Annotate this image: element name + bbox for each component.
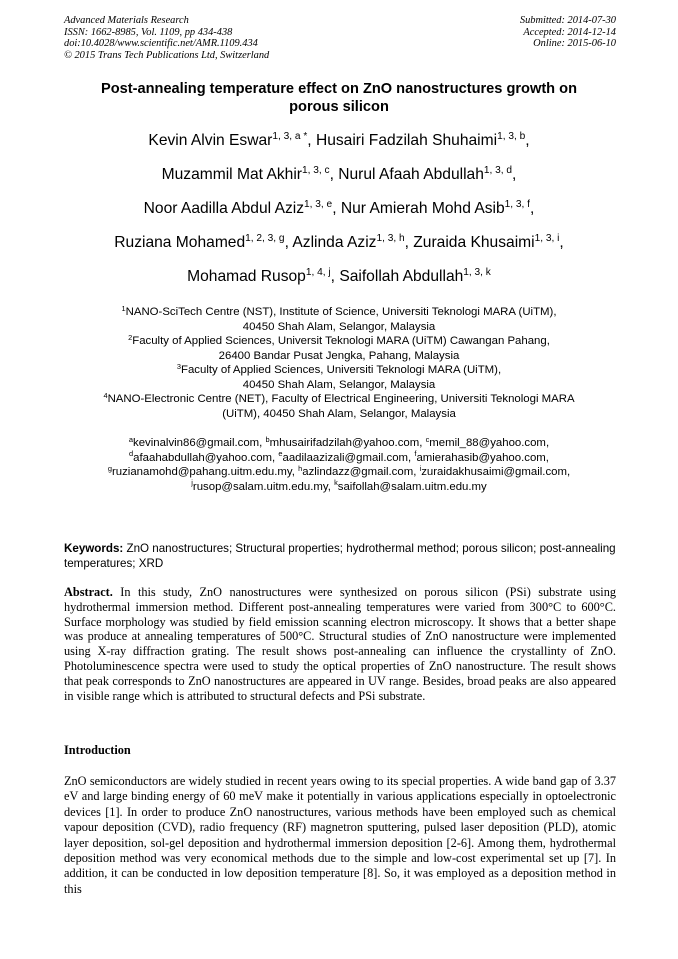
author-emails — [20, 436, 658, 494]
author-name: Nur Amierah Mohd Asib — [340, 200, 505, 217]
issn-line: ISSN: 1662-8985, Vol. 1109, pp 434-438 — [64, 26, 233, 38]
keywords-text: ZnO nanostructures; Structural properties; hydrothermal method; porous silicon; post-annealing temperatures; XRD — [64, 542, 616, 570]
abstract-section — [64, 585, 616, 703]
email-line: $^d$afaahabdullah@yahoo.com, $^e$aadilaazizali@gmail.com, $^f$amierahasib@yahoo.com, — [129, 449, 549, 464]
author-superscript: 1, 3, h — [376, 233, 405, 245]
author-superscript: 1, 3, a * — [272, 131, 308, 143]
email-link[interactable]: aadilaazizali@gmail.com — [282, 451, 409, 464]
author-line: Kevin Alvin Eswar$^{1, 3, a *}$, Husairi Fadzilah Shuhaimi$^{1, 3, b}$, — [148, 131, 530, 149]
affiliation-text: NANO-Electronic Centre (NET), Faculty of Electrical Engineering, Universiti Teknologi MARA — [107, 393, 575, 405]
introduction-heading: Introduction — [64, 743, 131, 757]
affiliation-line — [20, 305, 658, 320]
email-link[interactable]: memil_88@yahoo.com — [429, 437, 546, 449]
keywords-section — [64, 542, 616, 571]
author-name: Husairi Fadzilah Shuhaimi — [315, 132, 498, 149]
submitted-date: Submitted: 2014-07-30 — [519, 15, 616, 26]
journal-header — [64, 15, 269, 61]
journal-name: Advanced Materials Research — [64, 15, 189, 26]
author-superscript: 1, 3, i — [534, 233, 560, 245]
author-name: Muzammil Mat Akhir — [161, 166, 302, 183]
author-superscript: 1, 3, c — [301, 165, 330, 177]
affiliation-line — [20, 363, 658, 378]
email-key: c — [425, 434, 430, 444]
affiliation-line: 26400 Bandar Pusat Jengka, Pahang, Malaysia — [218, 349, 460, 362]
email-key: j — [191, 478, 193, 488]
email-link[interactable]: zuraidakhusaimi@gmail.com — [421, 466, 567, 478]
email-link[interactable]: kevinalvin86@gmail.com — [133, 437, 260, 449]
email-key: h — [298, 463, 303, 473]
email-line: $^j$rusop@salam.uitm.edu.my, $^k$saifollah@salam.uitm.edu.my — [191, 478, 487, 493]
author-superscript: 1, 2, 3, g — [245, 233, 285, 245]
doi-line: doi:10.4028/www.scientific.net/AMR.1109.434 — [64, 38, 258, 50]
title-line-2: porous silicon — [289, 99, 389, 115]
email-line: $^a$kevinalvin86@gmail.com, $^b$mhusairifadzilah@yahoo.com, $^c$memil_88@yahoo.com, — [128, 434, 550, 449]
author-name: Azlinda Aziz — [292, 234, 377, 251]
author-superscript: 1, 3, e — [304, 199, 333, 211]
email-line: $^g$ruzianamohd@pahang.uitm.edu.my, $^h$azlindazz@gmail.com, $^i$zuraidakhusaimi@gmail.com, — [107, 463, 571, 478]
email-key: a — [128, 434, 133, 444]
paper-title — [40, 80, 638, 116]
author-superscript: 1, 3, d — [483, 165, 513, 177]
affiliations — [20, 305, 658, 421]
author-line: Mohamad Rusop$^{1, 4, j}$, Saifollah Abdullah$^{1, 3, k}$ — [187, 267, 491, 285]
affiliation-number: 1 — [121, 303, 126, 313]
email-link[interactable]: ruzianamohd@pahang.uitm.edu.my — [111, 466, 292, 478]
email-link[interactable]: azlindazz@gmail.com — [302, 466, 414, 478]
affiliation-text: NANO-SciTech Centre (NST), Institute of Science, Universiti Teknologi MARA (UiTM), — [125, 306, 557, 318]
author-name: Nurul Afaah Abdullah — [338, 166, 484, 183]
author-superscript: 1, 4, j — [305, 267, 331, 279]
email-link[interactable]: amierahasib@yahoo.com — [416, 451, 546, 464]
email-link[interactable]: mhusairifadzilah@yahoo.com — [269, 437, 420, 449]
affiliation-line: 40450 Shah Alam, Selangor, Malaysia — [242, 378, 436, 391]
author-line: Noor Aadilla Abdul Aziz$^{1, 3, e}$, Nur Amierah Mohd Asib$^{1, 3, f}$, — [143, 199, 535, 217]
abstract-label: Abstract. — [64, 585, 113, 599]
affiliation-text: Faculty of Applied Sciences, Universiti Teknologi MARA (UiTM), — [181, 364, 502, 376]
dates-header — [520, 15, 616, 50]
author-name: Saifollah Abdullah — [339, 268, 464, 285]
email-link[interactable]: afaahabdullah@yahoo.com — [133, 451, 273, 464]
introduction-text: ZnO semiconductors are widely studied in recent years owing to its special properties. A wide band gap of 3.37 eV and large binding energy of 60 meV make it potentially in various applications especially in optoelectronic devices [1]. In order to produce ZnO nanostructures, various methods have been employed such as chemical vapour deposition (CVD), radio frequency (RF) magnetron sputtering, pulsed laser deposition (PLD), atomic layer deposition, sol-gel deposition and hydrothermal immersion deposition [2-6]. Among them, hydrothermal deposition method was very economical methods due to the simple and low-cost experimental set up [7]. In addition, it can be conducted in low deposition temperature [8]. So, it was employed as a deposition method in this — [64, 774, 616, 896]
author-name: Mohamad Rusop — [187, 268, 306, 285]
author-name: Kevin Alvin Eswar — [148, 132, 273, 149]
affiliation-number: 3 — [176, 361, 181, 371]
accepted-date: Accepted: 2014-12-14 — [523, 26, 616, 38]
email-link[interactable]: rusop@salam.uitm.edu.my — [192, 480, 328, 493]
affiliation-number: 4 — [103, 390, 108, 400]
email-key: b — [265, 434, 270, 444]
author-line: Muzammil Mat Akhir$^{1, 3, c}$, Nurul Afaah Abdullah$^{1, 3, d}$, — [161, 165, 517, 183]
affiliation-line — [20, 334, 658, 349]
affiliation-line — [20, 392, 658, 407]
affiliation-text: Faculty of Applied Sciences, Universit Teknologi MARA (UiTM) Cawangan Pahang, — [132, 335, 550, 347]
author-name: Ruziana Mohamed — [114, 234, 246, 251]
email-key: i — [419, 463, 422, 473]
affiliation-line: 40450 Shah Alam, Selangor, Malaysia — [242, 320, 436, 333]
author-line: Ruziana Mohamed$^{1, 2, 3, g}$, Azlinda Aziz$^{1, 3, h}$, Zuraida Khusaimi$^{1, 3, i}$, — [114, 233, 564, 251]
email-key: d — [129, 449, 134, 459]
author-list — [20, 130, 658, 300]
author-superscript: 1, 3, b — [497, 131, 526, 143]
email-link[interactable]: saifollah@salam.uitm.edu.my — [337, 480, 487, 493]
copyright-line: © 2015 Trans Tech Publications Ltd, Switzerland — [64, 49, 270, 61]
author-name: Zuraida Khusaimi — [413, 234, 535, 251]
title-line-1: Post-annealing temperature effect on ZnO nanostructures growth on — [101, 81, 577, 97]
affiliation-line: (UiTM), 40450 Shah Alam, Selangor, Malaysia — [222, 407, 456, 420]
abstract-text: In this study, ZnO nanostructures were synthesized on porous silicon (PSi) substrate using hydrothermal immersion method. Different post-annealing temperatures were varied from 300°C to 600°C. Surface morphology was studied by field emission scanning electron microscopy. It shows that a better shape was produce at annealing temperatures of 500°C. Structural studies of ZnO nanostructure were implemented using X-ray diffraction grating. The result shows post-annealing can influence the crystallinty of ZnO. Photoluminescence spectra were used to study the optical properties of ZnO nanostructure. The result shows that peak corresponds to ZnO nanostructures are appeared in UV range. Besides, broad peaks are also appeared in visible range which is attributed to structural defects and PSi substrate. — [64, 585, 617, 703]
author-superscript: 1, 3, k — [463, 267, 491, 279]
email-key: e — [278, 449, 283, 459]
affiliation-number: 2 — [128, 332, 133, 342]
email-key: g — [107, 463, 112, 473]
email-key: f — [414, 449, 417, 459]
online-date: Online: 2015-06-10 — [533, 38, 616, 50]
email-key: k — [334, 478, 338, 488]
author-name: Noor Aadilla Abdul Aziz — [143, 200, 305, 217]
keywords-label: Keywords: — [64, 542, 124, 555]
author-superscript: 1, 3, f — [504, 199, 530, 211]
